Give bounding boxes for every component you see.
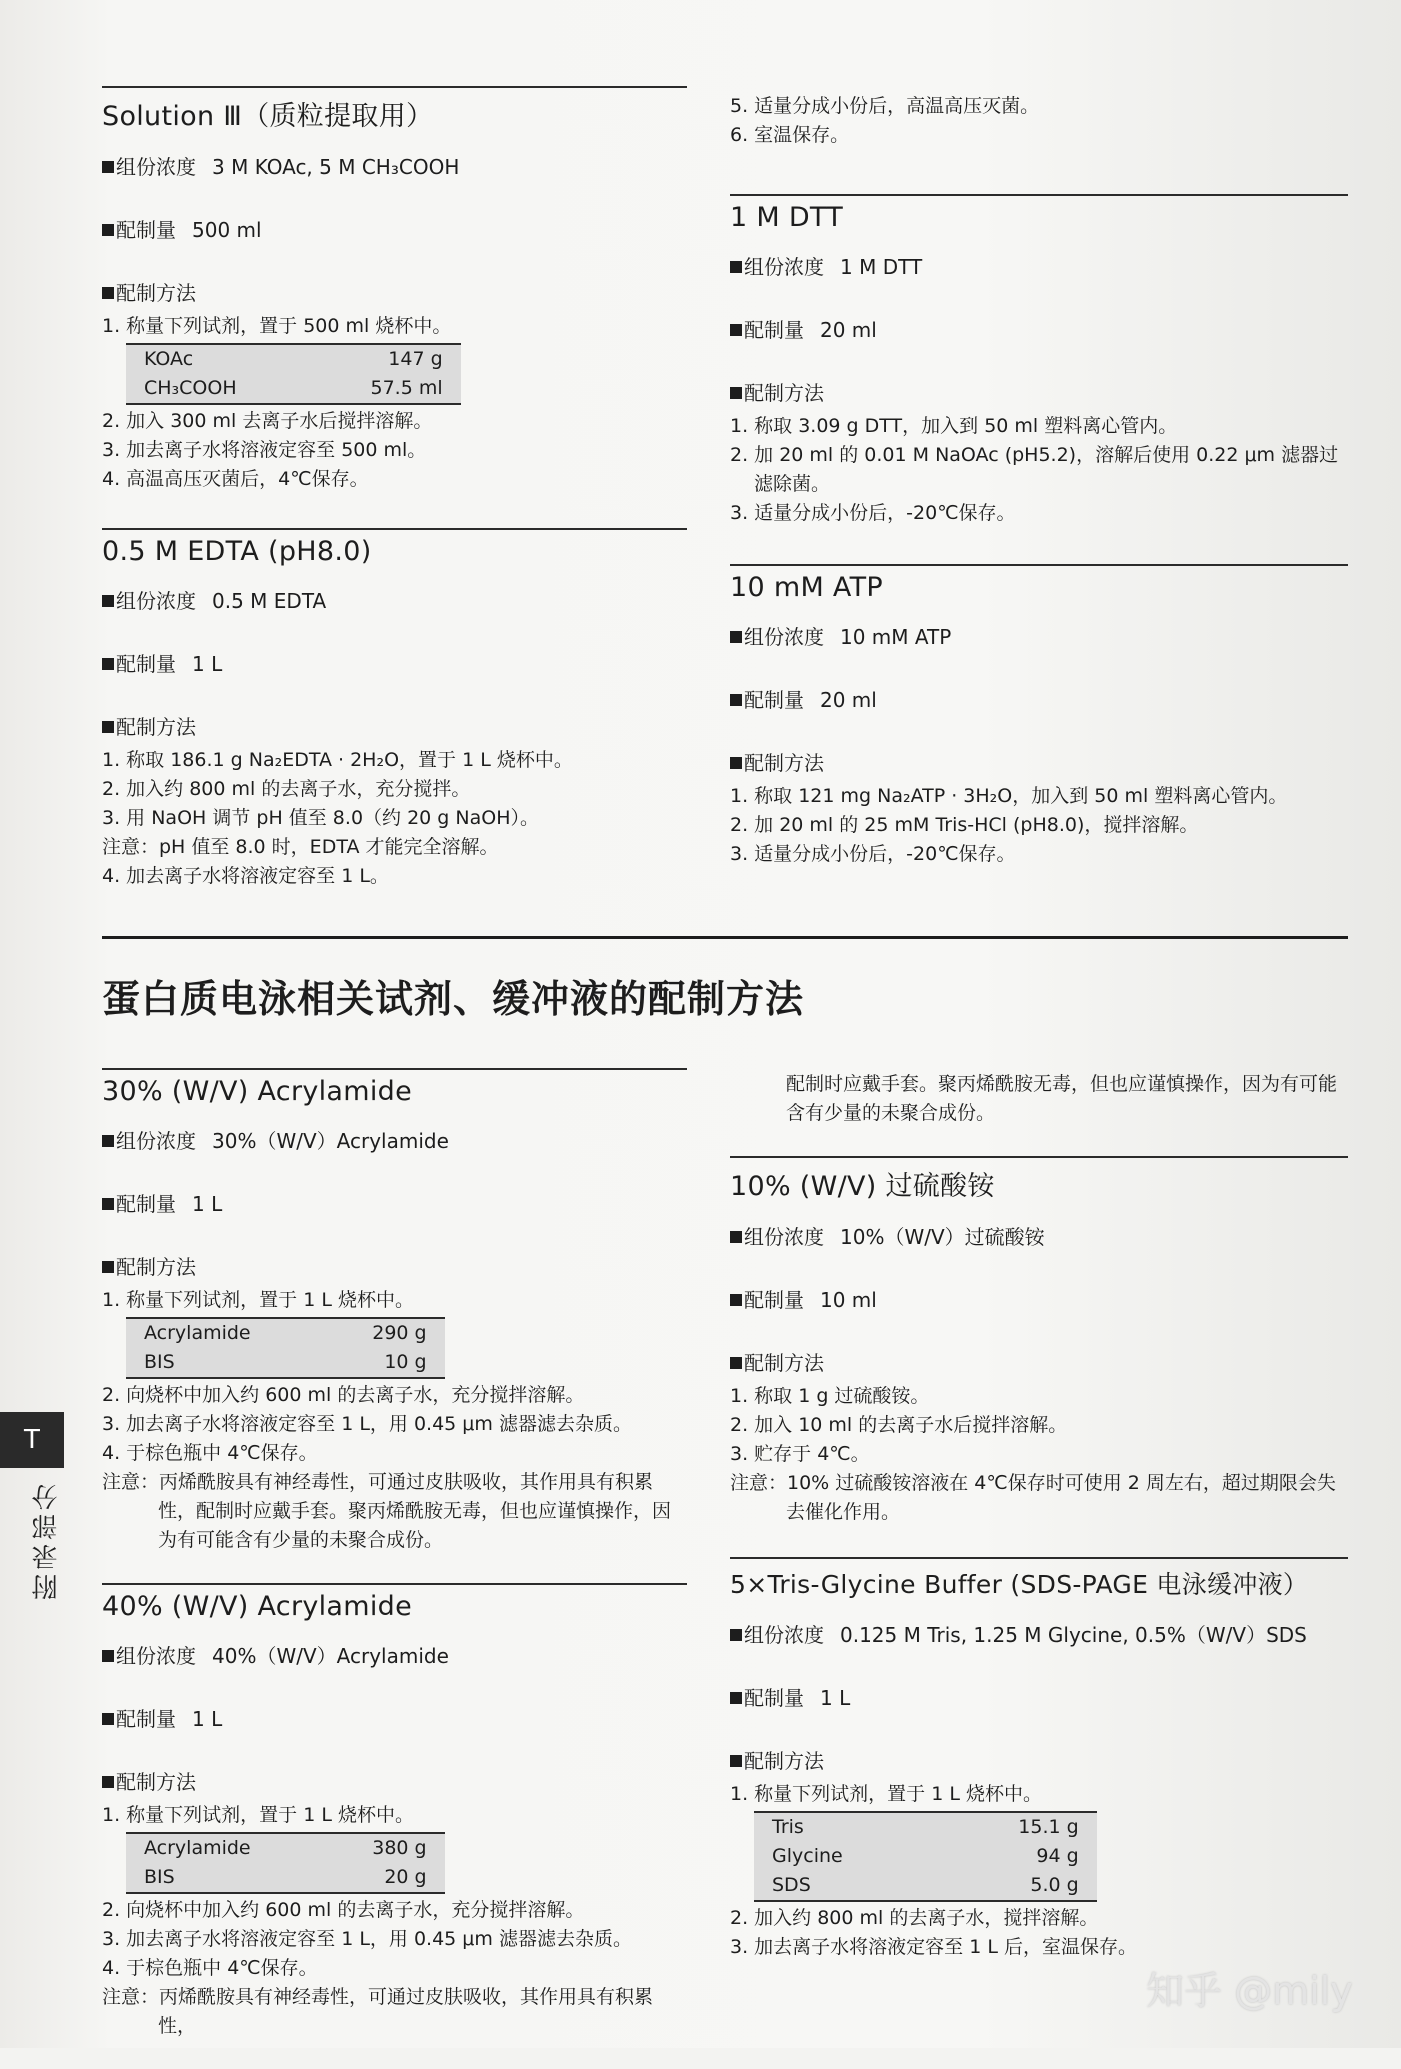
step: 3. 适量分成小份后，-20℃保存。 [730,843,1016,865]
square-bullet-icon [102,287,114,299]
step: 4. 于棕色瓶中 4℃保存。 [102,1442,318,1464]
amount-field: 配制量 20 ml [730,314,1348,343]
conc-field: 组份浓度 30%（W/V）Acrylamide [102,1125,687,1154]
step: 3. 适量分成小份后，-20℃保存。 [730,502,1016,524]
step: 3. 加去离子水将溶液定容至 1 L，用 0.45 μm 滤器滤去杂质。 [102,1413,632,1435]
step: 2. 加入 300 ml 去离子水后搅拌溶解。 [102,410,433,432]
square-bullet-icon [730,387,742,399]
note: 注意：10% 过硫酸铵溶液在 4℃保存时可使用 2 周左右，超过期限会失去催化作用。 [730,1472,1336,1523]
conc-field: 组份浓度 0.125 M Tris, 1.25 M Glycine, 0.5%（W/V）SDS [730,1619,1348,1648]
square-bullet-icon [102,1776,114,1788]
note: 注意：丙烯酰胺具有神经毒性，可通过皮肤吸收，其作用具有积累性， [102,1986,654,2037]
square-bullet-icon [730,757,742,769]
step: 1. 称取 3.09 g DTT，加入到 50 ml 塑料离心管内。 [730,415,1178,437]
section-atp [730,564,1348,869]
table-row: Acrylamide 290 g [144,1322,427,1344]
step: 3. 加去离子水将溶液定容至 1 L 后，室温保存。 [730,1936,1137,1958]
section-acrylamide-40 [102,1583,687,2041]
note: 注意：pH 值至 8.0 时，EDTA 才能完全溶解。 [102,836,499,858]
method-heading: 配制方法 [730,1745,1348,1774]
method-heading: 配制方法 [730,1347,1348,1376]
method-heading: 配制方法 [730,377,1348,406]
step: 2. 加入约 800 ml 的去离子水，搅拌溶解。 [730,1907,1099,1929]
amount-field: 配制量 10 ml [730,1284,1348,1313]
square-bullet-icon [102,1713,114,1725]
chapter-tab: T [0,1412,64,1468]
top-left-column [102,86,687,919]
step: 4. 于棕色瓶中 4℃保存。 [102,1957,318,1979]
table-row: Acrylamide 380 g [144,1837,427,1859]
table-row: BIS 10 g [144,1351,427,1373]
bottom-left-column [102,1068,687,2069]
step: 3. 贮存于 4℃。 [730,1443,870,1465]
top-right-column [730,92,1348,897]
step: 1. 称取 186.1 g Na₂EDTA · 2H₂O，置于 1 L 烧杯中。 [102,749,573,771]
table-row: Tris 15.1 g [772,1816,1079,1838]
square-bullet-icon [730,631,742,643]
amount-field: 配制量 1 L [730,1682,1348,1711]
reagent-table [754,1811,1097,1902]
conc-field: 组份浓度 10 mM ATP [730,621,1348,650]
amount-field: 配制量 20 ml [730,684,1348,713]
step: 2. 向烧杯中加入约 600 ml 的去离子水，充分搅拌溶解。 [102,1899,585,1921]
step: 1. 称量下列试剂，置于 500 ml 烧杯中。 [102,315,452,337]
step: 1. 称量下列试剂，置于 1 L 烧杯中。 [730,1783,1042,1805]
square-bullet-icon [102,721,114,733]
section-title: Solution Ⅲ（质粒提取用） [102,101,434,132]
square-bullet-icon [730,261,742,273]
section-title: 10 mM ATP [730,572,883,603]
square-bullet-icon [102,224,114,236]
step: 2. 向烧杯中加入约 600 ml 的去离子水，充分搅拌溶解。 [102,1384,585,1406]
section-title: 1 M DTT [730,202,844,233]
note: 注意：丙烯酰胺具有神经毒性，可通过皮肤吸收，其作用具有积累性，配制时应戴手套。聚丙烯酰胺无毒，但也应谨慎操作，因为有可能含有少量的未聚合成份。 [102,1471,672,1551]
table-row: BIS 20 g [144,1866,427,1888]
method-heading: 配制方法 [730,747,1348,776]
square-bullet-icon [730,694,742,706]
table-row: KOAc 147 g [144,348,443,370]
section-dtt [730,194,1348,528]
square-bullet-icon [730,324,742,336]
section-rule [102,86,687,88]
heading-rule [102,936,1348,939]
step: 3. 加去离子水将溶液定容至 500 ml。 [102,439,427,461]
conc-field: 组份浓度 40%（W/V）Acrylamide [102,1640,687,1669]
step: 2. 加入 10 ml 的去离子水后搅拌溶解。 [730,1414,1068,1436]
section-acrylamide-30 [102,1068,687,1555]
step: 3. 用 NaOH 调节 pH 值至 8.0（约 20 g NaOH）。 [102,807,539,829]
step: 2. 加 20 ml 的 25 mM Tris-HCl (pH8.0)，搅拌溶解。 [730,814,1199,836]
section-title: 0.5 M EDTA (pH8.0) [102,536,372,567]
square-bullet-icon [102,1198,114,1210]
chapter-label: 附录部分 [32,1480,62,1600]
square-bullet-icon [730,1629,742,1641]
square-bullet-icon [102,1261,114,1273]
square-bullet-icon [730,1755,742,1767]
step: 4. 高温高压灭菌后，4℃保存。 [102,468,369,490]
square-bullet-icon [102,1135,114,1147]
watermark: 知乎 @mily [1146,1969,1353,2013]
step: 1. 称量下列试剂，置于 1 L 烧杯中。 [102,1289,414,1311]
amount-field: 配制量 1 L [102,1703,687,1732]
table-row: Glycine 94 g [772,1845,1079,1867]
section-title: 40% (W/V) Acrylamide [102,1591,413,1622]
conc-field: 组份浓度 0.5 M EDTA [102,585,687,614]
method-heading: 配制方法 [102,711,687,740]
note-continued: 配制时应戴手套。聚丙烯酰胺无毒，但也应谨慎操作，因为有可能含有少量的未聚合成份。 [786,1073,1338,1124]
square-bullet-icon [102,1650,114,1662]
step: 3. 加去离子水将溶液定容至 1 L，用 0.45 μm 滤器滤去杂质。 [102,1928,632,1950]
amount-field: 配制量 500 ml [102,214,687,243]
section-rule [730,194,1348,196]
section-rule [102,1068,687,1070]
step: 1. 称取 1 g 过硫酸铵。 [730,1385,930,1407]
section-rule [102,528,687,530]
step: 4. 加去离子水将溶液定容至 1 L。 [102,865,389,887]
section-title: 30% (W/V) Acrylamide [102,1076,413,1107]
conc-field: 组份浓度 1 M DTT [730,251,1348,280]
method-heading: 配制方法 [102,1251,687,1280]
section-title: 10% (W/V) 过硫酸铵 [730,1171,995,1202]
method-heading: 配制方法 [102,1766,687,1795]
amount-field: 配制量 1 L [102,1188,687,1217]
bottom-right-column [730,1070,1348,1990]
step: 2. 加入约 800 ml 的去离子水，充分搅拌。 [102,778,471,800]
square-bullet-icon [730,1231,742,1243]
table-row: CH₃COOH 57.5 ml [144,377,443,399]
section-title: 5×Tris-Glycine Buffer (SDS-PAGE 电泳缓冲液） [730,1570,1309,1599]
section-solution3 [102,86,687,494]
square-bullet-icon [730,1357,742,1369]
method-heading: 配制方法 [102,277,687,306]
step: 1. 称取 121 mg Na₂ATP · 3H₂O，加入到 50 ml 塑料离心管内。 [730,785,1288,807]
table-row: SDS 5.0 g [772,1874,1079,1896]
amount-field: 配制量 1 L [102,648,687,677]
section-rule [730,564,1348,566]
section-rule [730,1156,1348,1158]
section-aps [730,1156,1348,1527]
reagent-table [126,343,461,405]
reagent-table [126,1317,445,1379]
section-edta [102,528,687,891]
step: 2. 加 20 ml 的 0.01 M NaOAc (pH5.2)，溶解后使用 0.22 μm 滤器过滤除菌。 [730,444,1339,495]
page-title: 蛋白质电泳相关试剂、缓冲液的配制方法 [102,977,805,1021]
square-bullet-icon [102,161,114,173]
square-bullet-icon [730,1294,742,1306]
section-rule [102,1583,687,1585]
step: 6. 室温保存。 [730,124,850,146]
step: 5. 适量分成小份后，高温高压灭菌。 [730,95,1040,117]
conc-field: 组份浓度 3 M KOAc, 5 M CH₃COOH [102,151,687,180]
reagent-table [126,1832,445,1894]
square-bullet-icon [102,595,114,607]
section-rule [730,1557,1348,1559]
square-bullet-icon [730,1692,742,1704]
step: 1. 称量下列试剂，置于 1 L 烧杯中。 [102,1804,414,1826]
square-bullet-icon [102,658,114,670]
conc-field: 组份浓度 10%（W/V）过硫酸铵 [730,1221,1348,1250]
section-tris-glycine [730,1557,1348,1962]
